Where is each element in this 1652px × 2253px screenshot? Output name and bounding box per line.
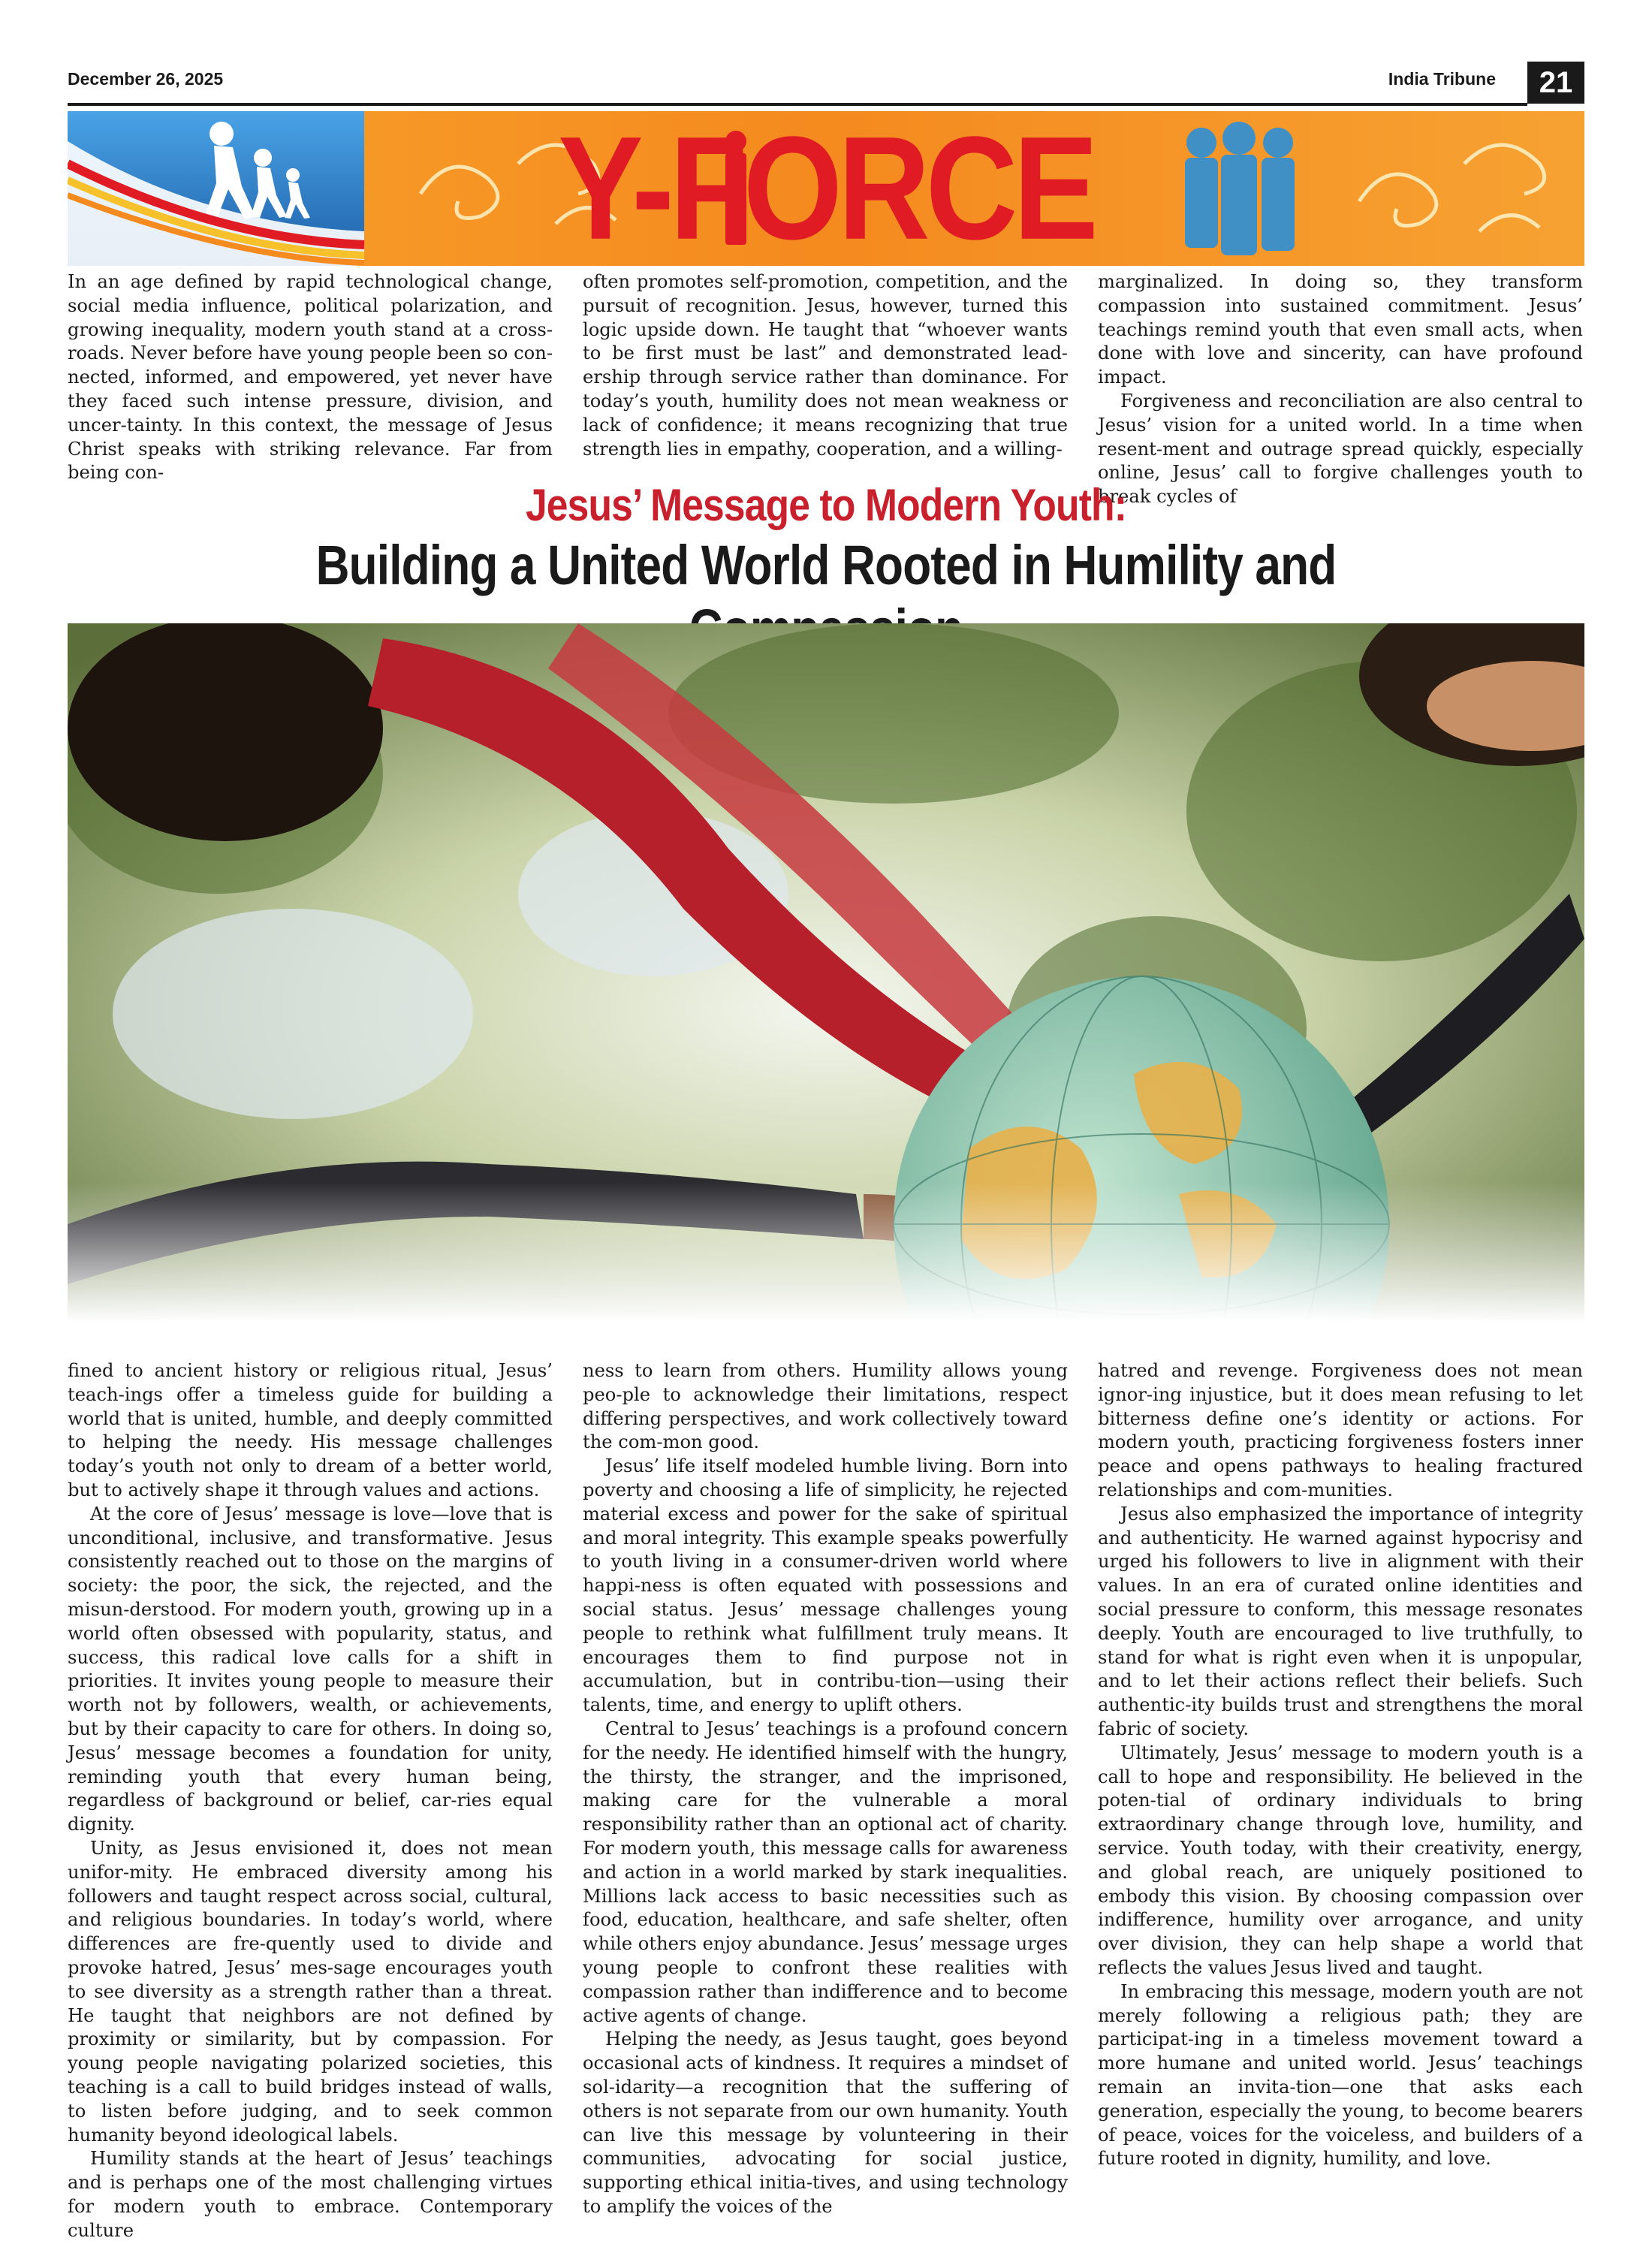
top-column-3 bbox=[1098, 270, 1583, 509]
section-title: Y-FORCE bbox=[558, 111, 1094, 266]
bottom-column-2 bbox=[583, 1359, 1068, 2219]
paragraph: At the core of Jesus’ message is love—love that is unconditional, inclusive, and transformative. Jesus consistently reached out to those on the margins of society: the poor, the sick, the rejected, and the misun-derstood. For modern youth, growing up in a world often obsessed with popularity, status, and success, this radical love calls for a shift in priorities. It invites young people to measure their worth not by followers, wealth, or achievements, but by their capacity to care for others. In doing so, Jesus’ message becomes a foundation for unity, reminding youth that every human being, regardless of background or belief, car-ries equal dignity. bbox=[68, 1503, 553, 1835]
hands-on-globe-image bbox=[68, 623, 1584, 1322]
paragraph: Jesus’ life itself modeled humble living. Born into poverty and choosing a life of simplicity, he rejected material excess and power for the sake of spiritual and moral integrity. This example speaks powerfully to youth living in a consumer-driven world where happi-ness is often equated with possessions and social status. Jesus’ message challenges young people to rethink what fulfillment truly means. It encourages them to find purpose not in accumulation, but in contribu-tion—using their talents, time, and energy to uplift others. bbox=[583, 1455, 1068, 1716]
paragraph: Helping the needy, as Jesus taught, goes beyond occasional acts of kindness. It requires a mindset of sol-idarity—a recognition that the suffering of others is not separate from our own humanity. Youth can live this message by volunteering in their communities, advocating for social justice, supporting ethical initia-tives, and using technology to amplify the voices of the bbox=[583, 2028, 1068, 2217]
page-header bbox=[68, 65, 1584, 99]
paragraph: In an age defined by rapid technological change, social media influence, political polarization, and growing inequality, modern youth stand at a cross-roads. Never before have young people been so con-nected, informed, and empowered, yet never have they faced such intense pressure, division, and uncer-tainty. In this context, the message of Jesus Christ speaks with striking relevance. Far from being con- bbox=[68, 271, 553, 484]
top-column-2 bbox=[583, 270, 1068, 461]
paragraph: Humility stands at the heart of Jesus’ teachings and is perhaps one of the most challenging virtues for modern youth to embrace. Contemporary culture bbox=[68, 2148, 553, 2241]
paragraph: Central to Jesus’ teachings is a profound concern for the needy. He identified himself with the hungry, the thirsty, the stranger, and the imprisoned, making care for the vulnerable a moral responsibility rather than an optional act of charity. For modern youth, this message calls for awareness and action in a world marked by stark inequalities. Millions lack access to basic necessities such as food, education, healthcare, and safe shelter, often while others enjoy abundance. Jesus’ message urges young people to confront these realities with compassion rather than indifference and to become active agents of change. bbox=[583, 1718, 1068, 2026]
paragraph: fined to ancient history or religious ritual, Jesus’ teach-ings offer a timeless guide for building a world that is united, humble, and deeply committed to helping the needy. His message challenges today’s youth not only to dream of a better world, but to actively shape it through values and actions. bbox=[68, 1360, 553, 1500]
header-rule bbox=[68, 103, 1527, 106]
paragraph: marginalized. In doing so, they transform compassion into sustained commitment. Jesus’ teachings remind youth that even small acts, when done with love and sincerity, can have profound impact. bbox=[1098, 271, 1583, 388]
top-column-1 bbox=[68, 270, 553, 485]
paragraph: In embracing this message, modern youth are not merely following a religious path; they are participat-ing in a timeless movement toward a more humane and united world. Jesus’ teachings remain an invita-tion—one that asks each generation, especially the young, to become bearers of peace, voices for the voiceless, and builders of a future rooted in dignity, humility, and love. bbox=[1098, 1980, 1583, 2170]
section-banner bbox=[68, 111, 1584, 266]
paragraph: ness to learn from others. Humility allows young peo-ple to acknowledge their limitations, respect differing perspectives, and work collectively toward the com-mon good. bbox=[583, 1360, 1068, 1453]
paragraph: hatred and revenge. Forgiveness does not mean ignor-ing injustice, but it does mean refusing to let bitterness define one’s identity or actions. For modern youth, practicing forgiveness fosters inner peace and opens pathways to healing fractured relationships and com-munities. bbox=[1098, 1360, 1583, 1500]
paragraph: Unity, as Jesus envisioned it, does not mean unifor-mity. He embraced diversity among his followers and taught respect across social, cultural, and religious boundaries. In today’s world, where differences are fre-quently used to divide and provoke hatred, Jesus’ mes-sage encourages youth to see diversity as a strength rather than a threat. He taught that neighbors are not defined by proximity or similarity, but by compassion. For young people navigating polarized societies, this teaching is a call to build bridges instead of walls, to listen before judging, and to seek common humanity beyond ideological labels. bbox=[68, 1837, 553, 2146]
issue-date: December 26, 2025 bbox=[68, 69, 224, 89]
page-number: 21 bbox=[1527, 62, 1584, 104]
publication-name: India Tribune bbox=[1388, 69, 1496, 89]
bottom-column-1 bbox=[68, 1359, 553, 2242]
paragraph: Jesus also emphasized the importance of integrity and authenticity. He warned against hypocrisy and urged his followers to live in alignment with their values. In an era of curated online identities and social pressure to conform, this message resonates deeply. Youth are encouraged to live truthfully, to stand for what is right even when it is unpopular, and to let their actions reflect their beliefs. Such authentic-ity builds trust and strengthens the moral fabric of society. bbox=[1098, 1503, 1583, 1739]
paragraph: Forgiveness and reconciliation are also central to Jesus’ vision for a united world. In a time when resent-ment and outrage spread quickly, especially online, Jesus’ call to forgive challenges youth to break cycles of bbox=[1098, 390, 1583, 508]
article-headline: Building a United World Rooted in Humility and bbox=[315, 534, 1337, 596]
paragraph: often promotes self-promotion, competition, and the pursuit of recognition. Jesus, however, turned this logic upside down. He taught that “whoever wants to be first must be last” and demonstrated lead-ership through service rather than dominance. For today’s youth, humility does not mean weakness or lack of confidence; it means recognizing that true strength lies in empathy, cooperation, and a willing- bbox=[583, 271, 1068, 460]
article-kicker: Jesus’ Message to Modern Youth: bbox=[525, 480, 1127, 530]
article-photo bbox=[68, 623, 1584, 1322]
bottom-column-3 bbox=[1098, 1359, 1583, 2171]
paragraph: Ultimately, Jesus’ message to modern youth is a call to hope and responsibility. He believed in the poten-tial of ordinary individuals to bring extraordinary change through love, humility, and service. Youth today, with their creativity, energy, and global reach, are uniquely positioned to embody this vision. By choosing compassion over indifference, humility over arrogance, and unity over division, they can help shape a world that reflects the values Jesus lived and taught. bbox=[1098, 1742, 1583, 1978]
